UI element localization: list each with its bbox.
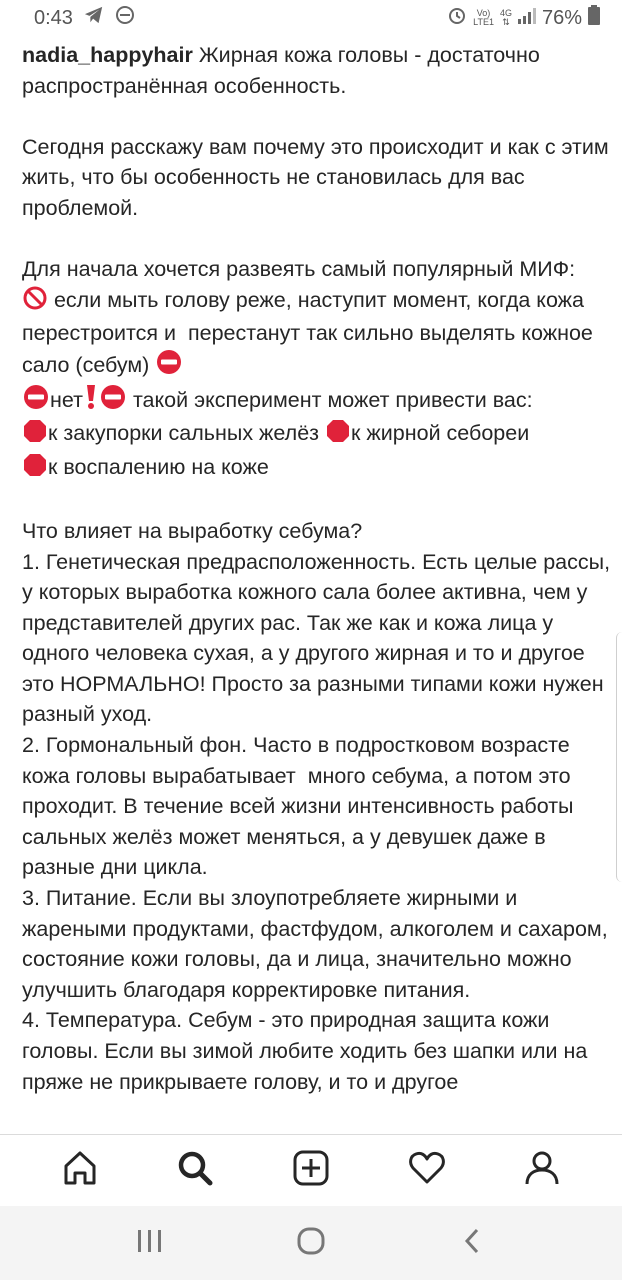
stop-sign-emoji-icon bbox=[326, 419, 350, 452]
battery-percent: 76% bbox=[541, 6, 582, 29]
result-line: к воспалению на коже bbox=[22, 452, 612, 486]
telegram-icon bbox=[83, 5, 105, 31]
system-navigation-bar bbox=[0, 1206, 622, 1280]
no-entry-emoji-icon bbox=[156, 349, 182, 384]
do-not-disturb-icon bbox=[115, 5, 135, 31]
home-icon bbox=[61, 1149, 99, 1192]
profile-icon bbox=[523, 1149, 561, 1192]
battery-icon bbox=[588, 5, 600, 31]
no-entry-emoji-icon bbox=[100, 384, 126, 419]
post-caption bbox=[22, 40, 617, 1134]
recent-apps-button[interactable] bbox=[120, 1213, 180, 1273]
no-line: нет такой эксперимент может привести вас: bbox=[22, 384, 612, 419]
recent-apps-icon bbox=[137, 1229, 163, 1258]
back-button[interactable] bbox=[442, 1213, 502, 1273]
status-left bbox=[34, 5, 135, 31]
caption-intro: nadia_happyhair Жирная кожа головы - достаточно распространённая особенность. bbox=[22, 43, 546, 98]
volte-indicator: Vo) LTE1 bbox=[473, 8, 494, 27]
alarm-icon bbox=[447, 5, 467, 31]
network-type: 4G ⇅ bbox=[499, 8, 512, 27]
factor-item: 4. Температура. Себум - это природная защита кожи головы. Если вы зимой любите ходить без шапки или на пряже не прикрываете голову, и то и другое bbox=[22, 1008, 594, 1094]
status-right bbox=[447, 5, 600, 31]
nav-new-post-button[interactable] bbox=[281, 1141, 341, 1201]
system-home-button[interactable] bbox=[281, 1213, 341, 1273]
factor-item: 1. Генетическая предрасположенность. Есть целые рассы, у которых выработка кожного сала более активна, чем у представителей других рас. Так же как и кожа лица у одного человека сухая, а у другого жирная и то и другое это НОРМАЛЬНО! Просто за разными типами кожи нужен разный уход. bbox=[22, 549, 617, 727]
factor-item: 2. Гормональный фон. Часто в подростковом возрасте кожа головы вырабатывает много себума, а потом это проходит. В течение всей жизни интенсивность работы сальных желёз может меняться, а у девушек даже в разные дни цикла. bbox=[22, 733, 580, 880]
stop-sign-emoji-icon bbox=[23, 419, 47, 452]
caption-paragraph: Сегодня расскажу вам почему это происходит и как с этим жить, что бы особенность не становилась для вас проблемой. bbox=[22, 134, 615, 220]
activity-heart-icon bbox=[408, 1149, 446, 1192]
home-circle-icon bbox=[297, 1227, 325, 1260]
search-icon bbox=[176, 1149, 214, 1192]
myth-line: если мыть голову реже, наступит момент, когда кожа перестроится и перестанут так сильно выделять кожное сало (себум) bbox=[22, 285, 612, 384]
username-link[interactable]: nadia_happyhair bbox=[22, 43, 193, 67]
prohibited-emoji-icon bbox=[23, 286, 47, 319]
factor-item: 3. Питание. Если вы злоупотребляете жирными и жареными продуктами, фастфудом, алкоголем и сахаром, состояние кожи головы, да и лица, значительно можно улучшить благодаря корректировке питания. bbox=[22, 886, 614, 1002]
status-bar bbox=[0, 0, 622, 36]
back-icon bbox=[462, 1227, 482, 1260]
result-line: к закупорки сальных желёз к жирной себореи bbox=[22, 418, 612, 452]
new-post-icon bbox=[292, 1149, 330, 1192]
stop-sign-emoji-icon bbox=[23, 453, 47, 486]
exclamation-emoji-icon bbox=[84, 384, 98, 419]
clock: 0:43 bbox=[34, 6, 73, 29]
signal-icon bbox=[518, 7, 536, 30]
nav-activity-button[interactable] bbox=[397, 1141, 457, 1201]
nav-profile-button[interactable] bbox=[512, 1141, 572, 1201]
caption-paragraph: Что влияет на выработку себума? bbox=[22, 518, 363, 543]
nav-home-button[interactable] bbox=[50, 1141, 110, 1201]
caption-paragraph: Для начала хочется развеять самый популярный МИФ: bbox=[22, 257, 576, 282]
bottom-nav bbox=[0, 1134, 622, 1206]
edge-panel-handle[interactable] bbox=[616, 632, 622, 882]
no-entry-emoji-icon bbox=[23, 384, 49, 419]
nav-search-button[interactable] bbox=[165, 1141, 225, 1201]
data-arrows-icon: ⇅ bbox=[502, 17, 510, 27]
